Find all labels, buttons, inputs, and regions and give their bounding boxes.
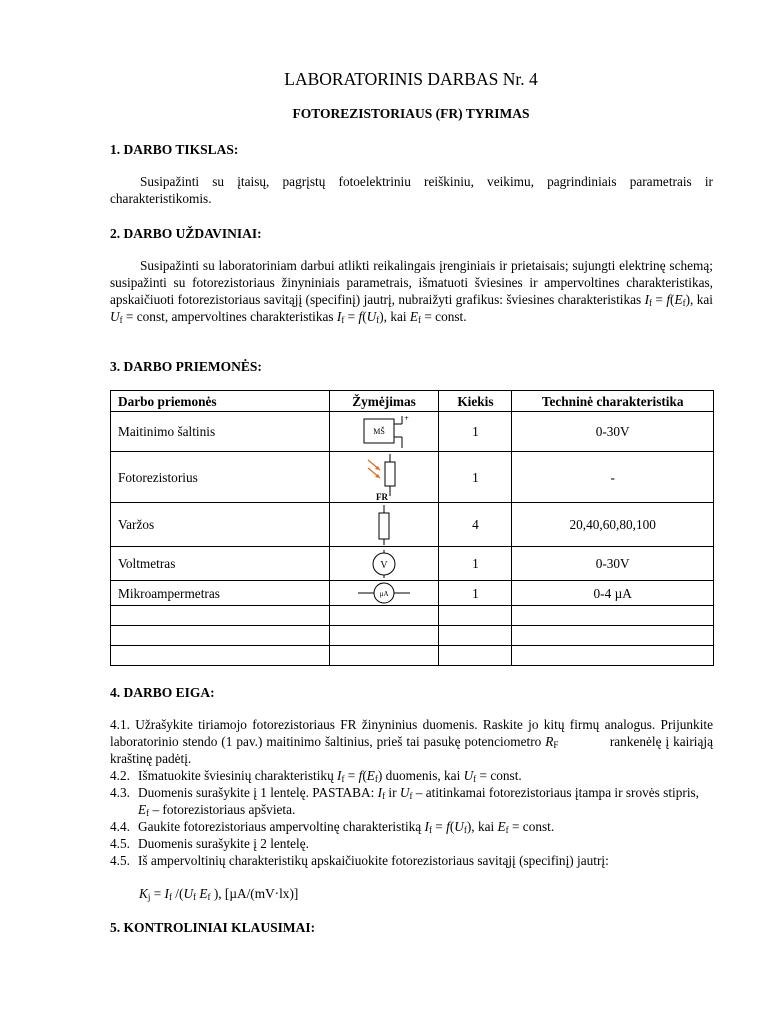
table-header-cell: Darbo priemonės (111, 391, 330, 412)
microammeter-symbol (329, 581, 439, 606)
procedure-step: 4.3. Duomenis surašykite į 1 lentelę. PASTABA: $I_f$ ir $U_f$ – atitinkamai fotorezistoriaus įtampa ir srovės stipris, $E_f$ – fotorezistoriaus apšvieta. (110, 785, 700, 818)
svg-text:+: + (404, 414, 410, 422)
section-heading-tasks: 2. DARBO UŽDAVINIAI: (110, 226, 262, 241)
section-heading-goal: 1. DARBO TIKSLAS: (110, 142, 239, 157)
table-row (111, 581, 714, 606)
table-cell: 0-30V (512, 412, 714, 452)
procedure-step: 4.5. Iš ampervoltinių charakteristikų apskaičiuokite fotorezistoriaus savitąjį (specifinį) jautrį: (110, 853, 609, 868)
table-header-row (111, 391, 714, 412)
document-title: LABORATORINIS DARBAS Nr. 4 (284, 69, 538, 89)
sensitivity-formula: $K_j = I_f$ $/(U_f$ $E_f$ ), [µA/(mV·lx)] (139, 886, 299, 902)
table-cell: 4 (439, 503, 512, 547)
table-cell: 20,40,60,80,100 (512, 503, 714, 547)
voltmeter-label: V (380, 559, 388, 571)
table-row-empty (111, 606, 714, 626)
table-cell: Mikroampermetras (111, 581, 330, 606)
procedure-step: 4.4. Gaukite fotorezistoriaus ampervoltinę charakteristiką $I_f = f(U_f)$, kai $E_f$ = const. (110, 819, 555, 835)
section-tasks-text: Susipažinti su laboratoriniam darbui atlikti reikalingais įrenginiais ir prietaisais; sujungti elektrinę schemą; susipažinti su fotorezistoriaus žinyniniais parametrais, išmatuoti šviesines ir ampervoltines charakteristikas, apskaičiuoti fotorezistoriaus savitąjį (specifinį) jautrį, nubraižyti grafikus: šviesines charakteristikas $I_f = f(E_f)$, kai $U_f$ = const, ampervoltines charakteristikas $I_f = f(U_f)$, kai $E_f$ = const. (110, 258, 713, 325)
table-cell: - (512, 452, 714, 503)
table-header-cell: Kiekis (439, 391, 512, 412)
table-cell: Fotorezistorius (111, 452, 330, 503)
photoresistor-label: FR (376, 492, 389, 500)
procedure-step: 4.1. Užrašykite tiriamojo fotorezistoriaus FR žinyninius duomenis. Raskite jo kitų firmų analogus. Prijunkite laboratorinio stendo (1 pav.) maitinimo šaltinius, prieš tai pasukę potenciometro $R_F$ rankenėlę į kairiąją kraštinę padėtį. (110, 717, 713, 766)
table-row-empty (111, 646, 714, 666)
section-goal-text: Susipažinti su įtaisų, pagrįstų fotoelektriniu reiškiniu, veikimu, pagrindiniais parametrais ir charakteristikomis. (110, 174, 713, 206)
table-cell: 1 (439, 547, 512, 581)
table-row-empty (111, 626, 714, 646)
procedure-step: 4.2. Išmatuokite šviesinių charakteristikų $I_f = f(E_f)$ duomenis, kai $U_f$ = const. (110, 768, 522, 784)
power-supply-label: MŠ (373, 426, 385, 436)
resistor-symbol (329, 503, 439, 547)
table-cell: Voltmetras (111, 547, 330, 581)
table-header-cell: Žymėjimas (329, 391, 439, 412)
section-heading-equipment: 3. DARBO PRIEMONĖS: (110, 359, 262, 374)
table-header-cell: Techninė charakteristika (512, 391, 714, 412)
procedure-step: 4.5. Duomenis surašykite į 2 lentelę. (110, 836, 309, 851)
photoresistor-symbol (329, 452, 439, 503)
section-heading-procedure: 4. DARBO EIGA: (110, 685, 215, 700)
table-row (111, 547, 714, 581)
table-row (111, 412, 714, 452)
table-cell: Varžos (111, 503, 330, 547)
table-row (111, 452, 714, 503)
procedure-steps (110, 716, 713, 869)
table-cell: 1 (439, 452, 512, 503)
section-heading-questions: 5. KONTROLINIAI KLAUSIMAI: (110, 920, 316, 935)
table-cell: 0-4 µA (512, 581, 714, 606)
table-cell: 1 (439, 581, 512, 606)
table-cell: 1 (439, 412, 512, 452)
document-subtitle: FOTOREZISTORIAUS (FR) TYRIMAS (292, 106, 530, 121)
equipment-table (110, 390, 714, 666)
microammeter-label: µA (379, 590, 389, 598)
power-supply-symbol (329, 412, 439, 452)
voltmeter-symbol (329, 547, 439, 581)
table-cell: 0-30V (512, 547, 714, 581)
table-row (111, 503, 714, 547)
table-cell: Maitinimo šaltinis (111, 412, 330, 452)
